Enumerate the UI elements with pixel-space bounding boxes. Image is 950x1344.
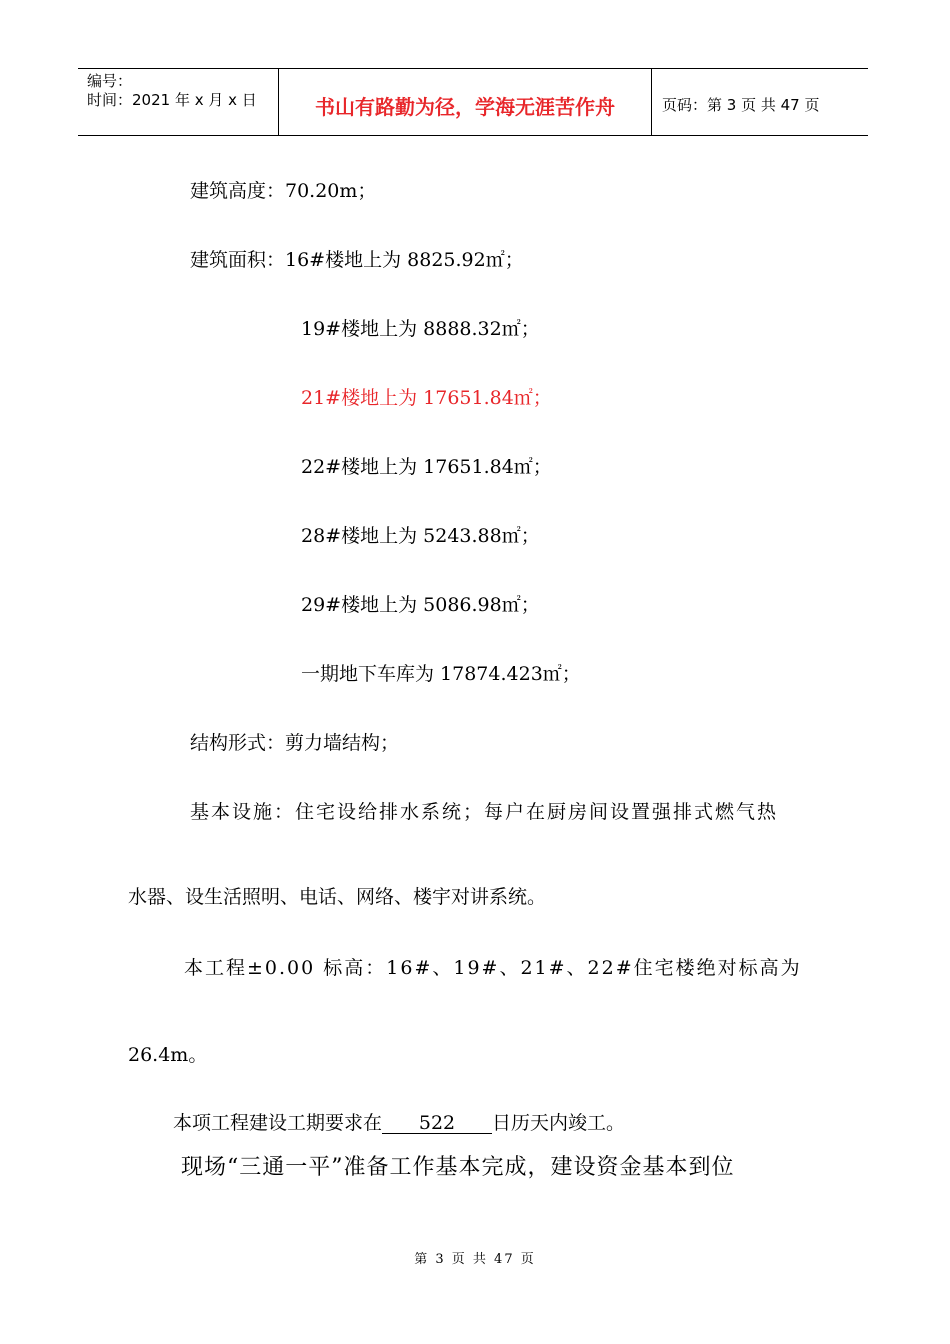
structure-type: 结构形式：剪力墙结构； [190,732,400,754]
building-area-19: 19#楼地上为 8888.32㎡； [301,318,540,340]
site-status: 现场“三通一平”准备工作基本完成，建设资金基本到位 [181,1155,735,1180]
elevation-line-2: 26.4m。 [128,1044,208,1066]
building-area-28: 28#楼地上为 5243.88㎡； [301,525,540,547]
facilities-line-1: 基本设施：住宅设给排水系统；每户在厨房间设置强排式燃气热 [190,801,779,823]
header-meta [78,69,279,135]
building-height: 建筑高度：70.20m； [190,180,377,202]
building-area-22: 22#楼地上为 17651.84㎡； [301,456,552,478]
garage-area: 一期地下车库为 17874.423㎡； [301,663,581,685]
period-suffix: 日历天内竣工。 [492,1112,626,1134]
page-footer: 第 3 页 共 47 页 [414,1252,536,1267]
construction-period [173,1111,625,1135]
header-motto: 书山有路勤为径，学海无涯苦作舟 [279,69,652,135]
header-page-number: 页码：第 3 页 共 47 页 [662,95,820,114]
page-header [78,68,868,136]
facilities-line-2: 水器、设生活照明、电话、网络、楼宇对讲系统。 [128,886,547,908]
building-area-16: 建筑面积：16#楼地上为 8825.92㎡； [190,249,524,271]
header-time: 时间：2021 年 x 月 x 日 [87,91,257,109]
elevation-line-1: 本工程±0.00 标高：16#、19#、21#、22#住宅楼绝对标高为 [184,957,802,979]
header-number: 编号： [87,72,133,90]
period-days: 522 [382,1113,492,1134]
period-prefix: 本项工程建设工期要求在 [173,1112,383,1134]
building-area-29: 29#楼地上为 5086.98㎡； [301,594,540,616]
building-area-21: 21#楼地上为 17651.84㎡； [301,387,552,409]
